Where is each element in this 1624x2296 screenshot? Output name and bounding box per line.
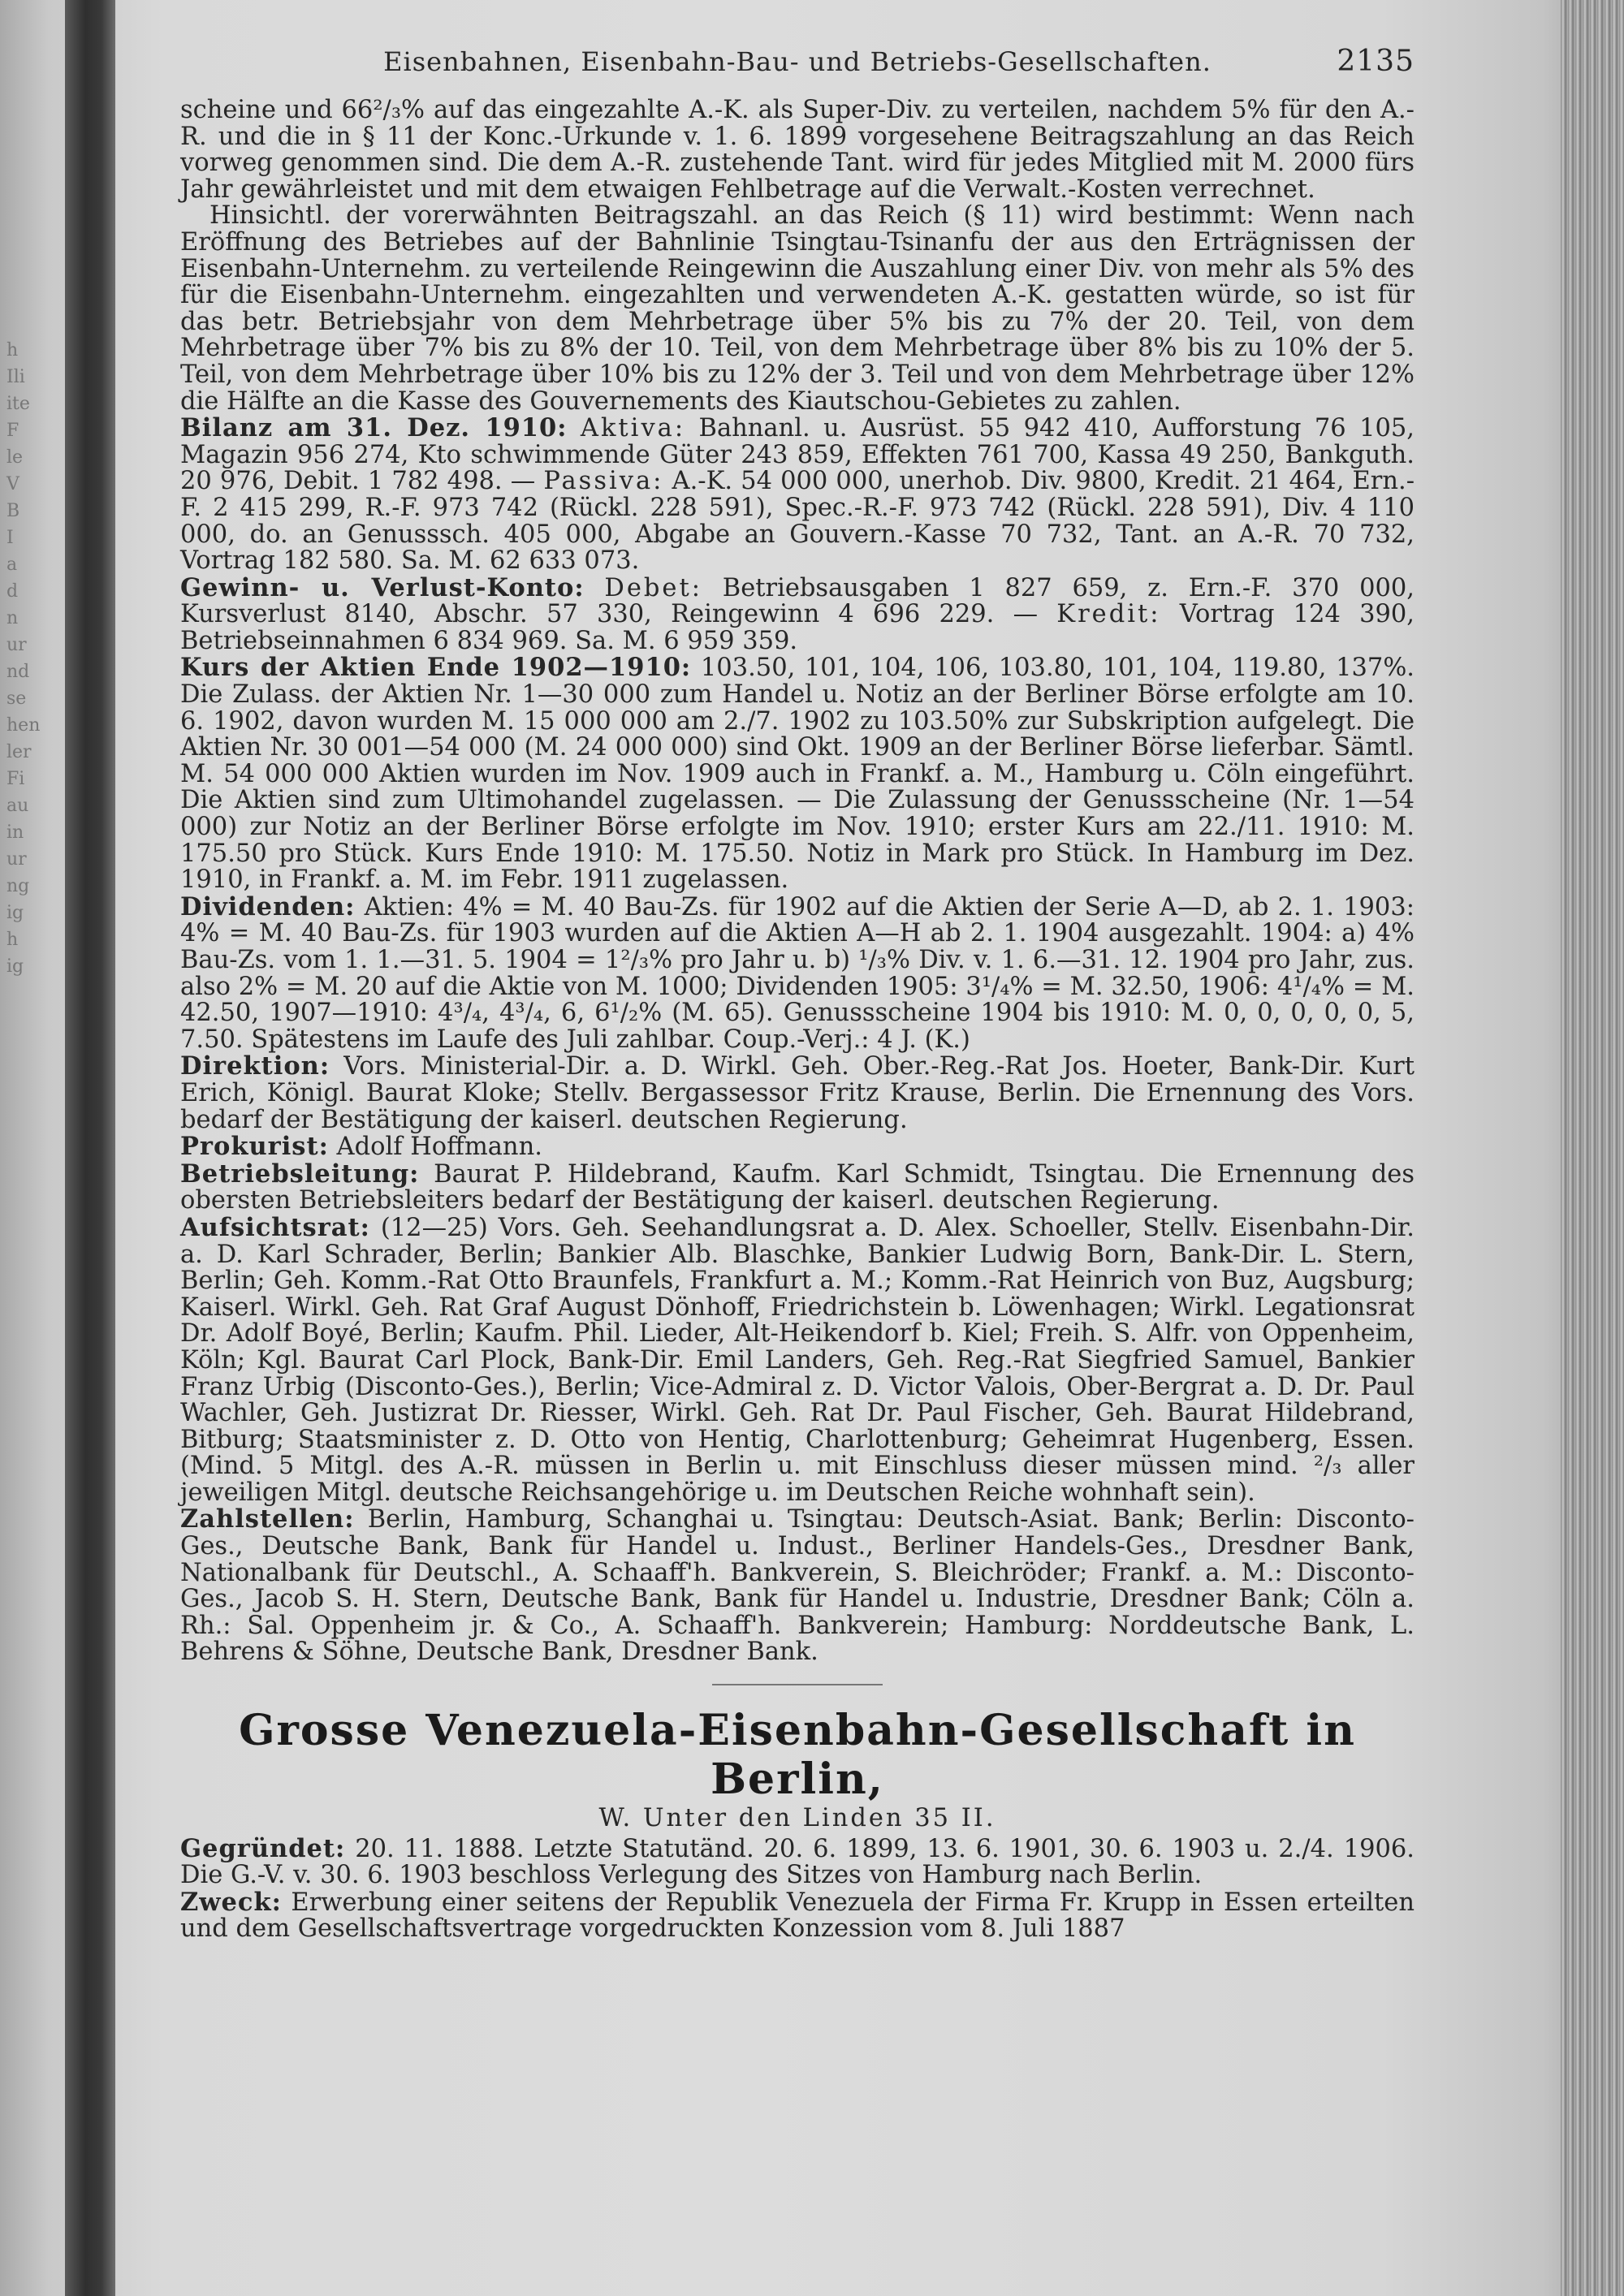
bleed-fragment: nd [6,662,30,682]
section-prokurist [180,1133,1415,1161]
zweck-text: Erwerbung einer seitens der Republik Venezuela der Firma Fr. Krupp in Essen erteilten und dem Gesellschaftsvertrage vorgedruckten Konzession vom 8. Juli 1887 [180,1888,1415,1944]
bleed-fragment: ite [6,394,30,414]
bleed-fragment: h [6,340,19,360]
guv-label: Gewinn- u. Verlust-Konto: [180,572,585,602]
bleed-fragment: au [6,796,29,816]
bilanz-label: Bilanz am 31. Dez. 1910: [180,413,568,443]
bleed-fragment: ur [6,849,27,870]
bleed-fragment: le [6,447,24,468]
prokurist-text: Adolf Hoffmann. [336,1133,542,1162]
company-title: Grosse Venezuela-Eisenbahn-Gesellschaft in Berlin, [239,1706,1356,1805]
bleed-fragment: Ili [6,367,25,387]
book-gutter [65,0,115,2296]
bleed-fragment: se [6,688,27,709]
kredit-label: Kredit: [1056,600,1161,629]
dividenden-text: Aktien: 4% = M. 40 Bau-Zs. für 1902 auf die Aktien der Serie A—D, ab 2. 1. 1903: 4% = M. 40 Bau-Zs. für 1903 wurden auf die Aktien A—H ab 2. 1. 1904 ausgezahlt. 1904: a) 4% Bau-Zs. vom 1. 1.—31. 5. 1904 = 1²/₃% pro Jahr u. b) ¹/₃% Div. v. 1. 6.—31. 12. 1904 pro Jahr, zus. also 2% = M. 20 auf die Aktie von M. 1000; Dividenden 1905: 3¹/₄% = M. 32.50, 1906: 4¹/₄% = M. 42.50, 1907—1910: 4³/₄, 4³/₄, 6, 6¹/₂% (M. 65). Genussscheine 1904 bis 1910: M. 0, 0, 0, 0, 0, 5, 7.50. Spätestens im Laufe des Juli zahlbar. Coup.-Verj.: 4 J. (K.) [180,892,1415,1054]
bleed-fragment: n [6,608,19,628]
aktiva-text: Bahnanl. u. Ausrüst. 55 942 410, Aufforstung 76 105, Magazin 956 274, Kto schwimmende Güter 243 859, Effekten 761 700, Kassa 49 250, Bankguth. 20 976, Debit. 1 782 498. — [180,414,1415,496]
debet-label: Debet: [604,573,702,602]
bleed-fragment: ig [6,903,24,923]
aufsichtsrat-label: Aufsichtsrat: [180,1212,370,1242]
kredit-text: Vortrag 124 390, Betriebseinnahmen 6 834 969. Sa. M. 6 959 359. [180,600,1415,655]
section-divider [712,1684,883,1685]
bleed-fragment: B [6,501,20,521]
gegruendet-label: Gegründet: [180,1833,346,1863]
bleed-fragment: ur [6,635,27,655]
bleed-fragment: ng [6,876,30,896]
bleed-fragment: ig [6,956,24,977]
running-header [180,45,1415,97]
section-gegruendet [180,1833,1415,1890]
bleed-fragment: hen [6,715,41,736]
zahlstellen-text: Berlin, Hamburg, Schanghai u. Tsingtau: Deutsch-Asiat. Bank; Berlin: Disconto-Ges., Deutsche Bank, Bank für Handel u. Indust., Berliner Handels-Ges., Dresdner Bank, Nationalbank für Deutschl., A. Schaaff'h. Bankverein, S. Bleichröder; Frankf. a. M.: Disconto-Ges., Jacob S. H. Stern, Deutsche Bank, Bank für Handel u. Industrie, Dresdner Bank; Cöln a. Rh.: Sal. Oppenheim jr. & Co., A. Schaaff'h. Bankverein; Hamburg: Norddeutsche Bank, L. Behrens & Söhne, Deutsche Bank, Dresdner Bank. [180,1505,1415,1667]
document-page [180,45,1415,2273]
prokurist-label: Prokurist: [180,1132,329,1162]
section-kurs [180,654,1415,893]
paragraph-reich-payment: Hinsichtl. der vorerwähnten Beitragszahl. an das Reich (§ 11) wird bestimmt: Wenn nach Eröffnung des Betriebes auf der Bahnlinie Tsingtau-Tsinanfu der aus den Erträgnissen der Eisenbahn-Unternehm. zu verteilende Reingewinn die Auszahlung einer Div. von mehr als 5% des für die Eisenbahn-Unternehm. eingezahlten und verwendeten A.-K. gestatten würde, so ist für das betr. Betriebsjahr von dem Mehrbetrage über 5% bis zu 7% der 20. Teil, von dem Mehrbetrage über 7% bis zu 8% der 10. Teil, von dem Mehrbetrage über 8% bis zu 10% der 5. Teil, von dem Mehrbetrage über 10% bis zu 12% der 3. Teil und von dem Mehrbetrage über 12% die Hälfte an die Kasse des Gouvernements des Kiautschou-Gebietes zu zahlen. [180,201,1415,416]
section-betriebsleitung [180,1161,1415,1215]
passiva-text: A.-K. 54 000 000, unerhob. Div. 9800, Kredit. 21 464, Ern.-F. 2 415 299, R.-F. 973 742 (Rückl. 228 591), Spec.-R.-F. 973 742 (Rückl. 228 591), Div. 4 110 000, do. an Genusssch. 405 000, Abgabe an Gouvern.-Kasse 70 732, Tant. an A.-R. 70 732, Vortrag 182 580. Sa. M. 62 633 073. [180,467,1415,576]
betriebsleitung-text: Baurat P. Hildebrand, Kaufm. Karl Schmidt, Tsingtau. Die Ernennung des obersten Betriebsleiters bedarf der Bestätigung der kaiserl. deutschen Regierung. [180,1159,1415,1215]
section-dividenden [180,891,1415,1054]
bleed-fragment: a [6,555,18,575]
aufsichtsrat-text: (12—25) Vors. Geh. Seehandlungsrat a. D. Alex. Schoeller, Stellv. Eisenbahn-Dir. a. D. Karl Schrader, Berlin; Bankier Alb. Blaschke, Bankier Ludwig Born, Bank-Dir. L. Stern, Berlin; Geh. Komm.-Rat Otto Braunfels, Frankfurt a. M.; Komm.-Rat Heinrich von Buz, Augsburg; Kaiserl. Wirkl. Geh. Rat Graf August Dönhoff, Friedrichstein b. Löwenhagen; Wirkl. Legationsrat Dr. Adolf Boyé, Berlin; Kaufm. Phil. Lieder, Alt-Heikendorf b. Kiel; Freih. S. Alfr. von Oppenheim, Köln; Kgl. Baurat Carl Plock, Bank-Dir. Emil Landers, Geh. Reg.-Rat Siegfried Samuel, Bankier Franz Urbig (Disconto-Ges.), Berlin; Vice-Admiral z. D. Victor Valois, Ober-Bergrat a. D. Dr. Paul Wachler, Geh. Justizrat Dr. Riesser, Wirkl. Geh. Rat Dr. Paul Fischer, Geh. Baurat Hildebrand, Bitburg; Staatsminister z. D. Otto von Hentig, Charlottenburg; Geheimrat Hugenberg, Essen. (Mind. 5 Mitgl. des A.-R. müssen in Berlin u. mit Einschluss dieser müssen mind. ²/₃ aller jeweiligen Mitgl. deutsche Reichsangehörige u. im Deutschen Reiche wohnhaft sein). [180,1213,1415,1507]
page-edge-stack [1561,0,1624,2296]
page-number: 2135 [1337,45,1415,78]
bleed-fragment: I [6,528,14,548]
aktiva-label: Aktiva: [580,414,686,443]
bleed-fragment: V [6,474,19,494]
dividenden-label: Dividenden: [180,891,356,921]
kurs-text: 103.50, 101, 104, 106, 103.80, 101, 104, 119.80, 137%. Die Zulass. der Aktien Nr. 1—30 000 zum Handel u. Notiz an der Berliner Börse erfolgte am 10. 6. 1902, davon wurden M. 15 000 000 am 2./7. 1902 zu 103.50% zur Subskription aufgelegt. Die Aktien Nr. 30 001—54 000 (M. 24 000 000) sind Okt. 1909 an der Berliner Börse lieferbar. Sämtl. M. 54 000 000 Aktien wurden im Nov. 1909 auch in Frankf. a. M., Hamburg u. Cöln eingeführt. Die Aktien sind zum Ultimohandel zugelassen. — Die Zulassung der Genussscheine (Nr. 1—54 000) zur Notiz an der Berliner Börse erfolgte im Nov. 1910; erster Kurs am 22./11. 1910: M. 175.50 pro Stück. Kurs Ende 1910: M. 175.50. Notiz in Mark pro Stück. In Hamburg im Dez. 1910, in Frankf. a. M. im Febr. 1911 zugelassen. [180,654,1415,895]
bleed-fragment: h [6,930,19,950]
section-bilanz [180,415,1415,575]
passiva-label: Passiva: [543,467,664,496]
adjacent-page-bleed [0,0,65,2296]
bleed-fragment: ler [6,742,32,762]
section-gewinn-verlust [180,572,1415,655]
bleed-fragment: F [6,421,19,441]
company-address: W. Unter den Linden 35 II. [598,1804,996,1833]
section-direktion [180,1053,1415,1133]
bleed-fragment: Fi [6,769,25,789]
direktion-text: Vors. Ministerial-Dir. a. D. Wirkl. Geh. Ober.-Reg.-Rat Jos. Hoeter, Bank-Dir. Kurt Erich, Königl. Baurat Kloke; Stellv. Bergassessor Fritz Krause, Berlin. Die Ernennung des Vors. bedarf der Bestätigung der kaiserl. deutschen Regierung. [180,1052,1415,1134]
running-header-title: Eisenbahnen, Eisenbahn-Bau- und Betriebs-Gesellschaften. [383,46,1212,77]
gegruendet-text: 20. 11. 1888. Letzte Statutänd. 20. 6. 1899, 13. 6. 1901, 30. 6. 1903 u. 2./4. 1906. Die G.-V. v. 30. 6. 1903 beschloss Verlegung des Sitzes von Hamburg nach Berlin. [180,1834,1415,1890]
section-zweck [180,1889,1415,1943]
paragraph-dividend-distribution: scheine und 66²/₃% auf das eingezahlte A.-K. als Super-Div. zu verteilen, nachdem 5% für den A.-R. und die in § 11 der Konc.-Urkunde v. 1. 6. 1899 vorgesehene Beitragszahlung an das Reich vorweg genommen sind. Die dem A.-R. zustehende Tant. wird für jedes Mitglied mit M. 2000 fürs Jahr gewährleistet und mit dem etwaigen Fehlbetrage auf die Verwalt.-Kosten verrechnet. [180,96,1415,204]
zweck-label: Zweck: [180,1887,282,1917]
direktion-label: Direktion: [180,1051,330,1081]
betriebsleitung-label: Betriebsleitung: [180,1159,420,1189]
zahlstellen-label: Zahlstellen: [180,1504,355,1534]
bleed-fragment: d [6,581,19,602]
debet-text: Betriebsausgaben 1 827 659, z. Ern.-F. 370 000, Kursverlust 8140, Abschr. 57 330, Reingewinn 4 696 229. — [180,573,1415,629]
section-zahlstellen [180,1506,1415,1666]
kurs-label: Kurs der Aktien Ende 1902—1910: [180,653,692,683]
bleed-fragment: in [6,822,24,843]
section-aufsichtsrat [180,1212,1415,1507]
